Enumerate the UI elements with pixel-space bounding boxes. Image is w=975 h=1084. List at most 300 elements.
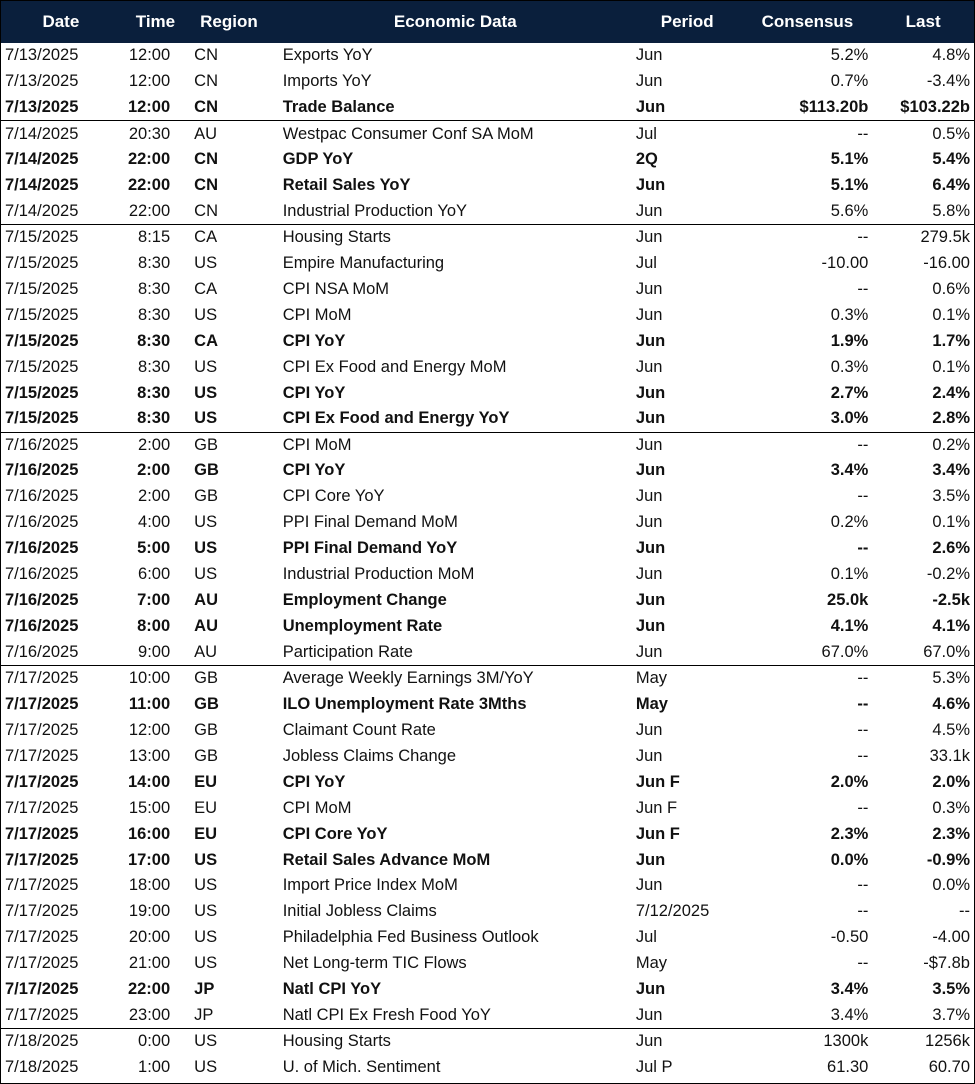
cell-time: 12:00: [128, 46, 171, 65]
cell-date: 7/15/2025: [5, 253, 79, 272]
cell-last: 3.4%: [932, 461, 970, 480]
cell-economic-data: CPI YoY: [282, 383, 346, 402]
table-row: [1, 251, 974, 277]
cell-period: Jul: [635, 253, 657, 272]
cell-region: GB: [194, 487, 218, 506]
cell-time: 13:00: [128, 746, 171, 765]
cell-economic-data: CPI MoM: [282, 305, 352, 324]
cell-time: 8:30: [138, 357, 171, 376]
cell-region: CN: [194, 176, 218, 195]
cell-last: 0.2%: [872, 432, 974, 458]
cell-last: 3.5%: [932, 487, 970, 506]
cell-period: Jun: [635, 565, 663, 584]
cell-economic-data: Housing Starts: [279, 225, 632, 251]
cell-economic-data: Average Weekly Earnings 3M/YoY: [279, 666, 632, 692]
header-region: Region: [200, 12, 258, 31]
cell-region: GB: [190, 666, 279, 692]
cell-last: 1256k: [872, 1029, 974, 1055]
cell-date: 7/13/2025: [5, 46, 79, 65]
cell-region: US: [194, 954, 218, 973]
cell-region: US: [194, 539, 218, 558]
cell-period: Jun: [635, 1005, 663, 1024]
cell-consensus: 5.1%: [830, 150, 869, 169]
economic-calendar-table: [1, 1, 974, 1081]
cell-economic-data: Philadelphia Fed Business Outlook: [282, 928, 539, 947]
cell-region: GB: [194, 461, 219, 480]
cell-last: 4.1%: [932, 617, 970, 636]
table-row: [1, 354, 974, 380]
cell-last: 4.6%: [932, 694, 970, 713]
cell-economic-data: U. of Mich. Sentiment: [282, 1058, 441, 1077]
cell-last: 279.5k: [872, 225, 974, 251]
table-row: [1, 380, 974, 406]
cell-time: 18:00: [128, 876, 171, 895]
cell-consensus: 5.6%: [830, 201, 869, 220]
cell-time: 16:00: [127, 824, 171, 843]
cell-region: CN: [194, 46, 218, 65]
cell-last: --: [959, 902, 970, 921]
cell-date: 7/17/2025: [5, 1005, 79, 1024]
table-row: [1, 588, 974, 614]
cell-date: 7/17/2025: [5, 980, 79, 999]
cell-region: US: [194, 383, 218, 402]
cell-consensus: --: [857, 746, 869, 765]
cell-date: 7/15/2025: [1, 225, 121, 251]
cell-region: CA: [190, 225, 279, 251]
cell-last: 2.0%: [932, 772, 970, 791]
cell-date: 7/16/2025: [5, 642, 79, 661]
cell-date: 7/14/2025: [5, 176, 79, 195]
table-row: [1, 795, 974, 821]
table-row: [1, 1003, 974, 1029]
cell-region: CN: [194, 150, 218, 169]
cell-consensus: 2.7%: [830, 383, 869, 402]
cell-time: 8:15: [121, 225, 190, 251]
cell-consensus: 1.9%: [830, 331, 869, 350]
cell-period: Jun: [635, 176, 666, 195]
cell-last: 2.8%: [932, 409, 970, 428]
cell-region: GB: [190, 432, 279, 458]
cell-consensus: 2.3%: [830, 824, 869, 843]
cell-consensus: --: [857, 876, 869, 895]
cell-period: Jun: [635, 642, 663, 661]
cell-period: Jun: [635, 279, 663, 298]
cell-date: 7/18/2025: [1, 1029, 121, 1055]
cell-date: 7/16/2025: [1, 432, 121, 458]
table-row: [1, 147, 974, 173]
cell-time: 7:00: [137, 591, 171, 610]
cell-consensus: 61.30: [827, 1058, 869, 1077]
cell-time: 22:00: [128, 201, 171, 220]
cell-consensus: 3.0%: [830, 409, 869, 428]
cell-period: Jun: [632, 432, 743, 458]
table-row: [1, 614, 974, 640]
table-row: [1, 847, 974, 873]
cell-date: 7/17/2025: [5, 824, 79, 843]
table-row: [1, 121, 974, 147]
cell-period: May: [635, 694, 668, 713]
cell-economic-data: Jobless Claims Change: [282, 746, 457, 765]
cell-date: 7/17/2025: [5, 746, 79, 765]
cell-date: 7/15/2025: [5, 409, 79, 428]
cell-last: 0.1%: [932, 513, 970, 532]
cell-last: 4.5%: [932, 720, 970, 739]
cell-time: 9:00: [138, 642, 171, 661]
cell-period: Jun: [635, 305, 663, 324]
table-row: [1, 225, 974, 251]
cell-time: 22:00: [127, 980, 171, 999]
cell-last: 0.6%: [932, 279, 970, 298]
table-row: [1, 717, 974, 743]
cell-economic-data: Claimant Count Rate: [282, 720, 436, 739]
cell-time: 2:00: [121, 432, 190, 458]
cell-time: 8:30: [137, 331, 171, 350]
cell-period: 2Q: [635, 150, 658, 169]
cell-consensus: 3.4%: [830, 980, 869, 999]
cell-last: 5.3%: [872, 666, 974, 692]
cell-period: Jun F: [635, 824, 680, 843]
table-row: [1, 743, 974, 769]
cell-region: CA: [194, 279, 218, 298]
cell-period: May: [635, 954, 668, 973]
cell-consensus: --: [743, 666, 873, 692]
cell-date: 7/15/2025: [5, 357, 79, 376]
table-row: [1, 406, 974, 432]
cell-consensus: --: [857, 902, 869, 921]
cell-consensus: 5.2%: [830, 46, 869, 65]
cell-time: 8:30: [137, 383, 171, 402]
table-row: [1, 536, 974, 562]
cell-time: 19:00: [128, 902, 171, 921]
table-row: [1, 640, 974, 666]
cell-period: Jun: [635, 461, 666, 480]
cell-last: -$7.8b: [923, 954, 970, 973]
cell-region: US: [194, 928, 218, 947]
table-body: [1, 43, 974, 1081]
cell-date: 7/17/2025: [1, 666, 121, 692]
cell-consensus: --: [857, 954, 869, 973]
cell-last: 0.0%: [932, 876, 970, 895]
cell-economic-data: Industrial Production YoY: [282, 201, 468, 220]
cell-last: 5.4%: [932, 150, 970, 169]
cell-date: 7/17/2025: [5, 954, 79, 973]
cell-economic-data: Net Long-term TIC Flows: [282, 954, 467, 973]
cell-economic-data: Import Price Index MoM: [282, 876, 458, 895]
cell-economic-data: GDP YoY: [282, 150, 354, 169]
cell-consensus: --: [857, 694, 869, 713]
cell-date: 7/17/2025: [5, 798, 79, 817]
table-row: [1, 328, 974, 354]
cell-date: 7/14/2025: [5, 150, 79, 169]
cell-last: 33.1k: [929, 746, 970, 765]
cell-time: 23:00: [128, 1005, 171, 1024]
cell-economic-data: CPI Ex Food and Energy YoY: [282, 409, 510, 428]
cell-date: 7/15/2025: [5, 383, 79, 402]
cell-period: 7/12/2025: [635, 902, 710, 921]
cell-economic-data: Initial Jobless Claims: [282, 902, 437, 921]
cell-economic-data: CPI Ex Food and Energy MoM: [282, 357, 507, 376]
cell-date: 7/17/2025: [5, 694, 79, 713]
table-row: [1, 951, 974, 977]
cell-economic-data: Trade Balance: [282, 98, 395, 117]
cell-consensus: -10.00: [821, 253, 869, 272]
cell-consensus: 3.4%: [830, 461, 869, 480]
cell-consensus: 0.0%: [830, 850, 869, 869]
cell-period: Jun: [632, 1029, 743, 1055]
table-row: [1, 276, 974, 302]
cell-economic-data: Natl CPI YoY: [282, 980, 382, 999]
cell-region: AU: [190, 121, 279, 147]
cell-consensus: 5.1%: [830, 176, 869, 195]
cell-consensus: -0.50: [830, 928, 869, 947]
cell-date: 7/16/2025: [5, 591, 79, 610]
cell-last: 4.8%: [932, 46, 970, 65]
cell-period: Jun: [635, 850, 666, 869]
table-row: [1, 432, 974, 458]
cell-last: 1.7%: [932, 331, 970, 350]
table-row: [1, 95, 974, 121]
cell-region: JP: [194, 1005, 214, 1024]
cell-period: Jun: [635, 331, 666, 350]
cell-last: 6.4%: [932, 176, 970, 195]
cell-region: GB: [194, 720, 218, 739]
cell-region: CN: [194, 98, 218, 117]
cell-period: Jun: [635, 409, 666, 428]
cell-time: 12:00: [127, 98, 171, 117]
cell-period: May: [632, 666, 743, 692]
cell-date: 7/13/2025: [5, 98, 79, 117]
table-row: [1, 821, 974, 847]
cell-period: Jun: [635, 357, 663, 376]
cell-date: 7/15/2025: [5, 305, 79, 324]
cell-time: 5:00: [137, 539, 171, 558]
cell-period: Jun: [635, 487, 663, 506]
cell-date: 7/14/2025: [5, 201, 79, 220]
table-row: [1, 977, 974, 1003]
header-last: Last: [905, 12, 941, 31]
cell-date: 7/13/2025: [5, 72, 79, 91]
cell-region: US: [194, 565, 218, 584]
cell-consensus: 0.7%: [830, 72, 869, 91]
cell-consensus: $113.20b: [799, 98, 869, 117]
cell-last: 5.8%: [932, 201, 970, 220]
cell-last: 0.3%: [932, 798, 970, 817]
cell-region: JP: [194, 980, 215, 999]
cell-consensus: 1300k: [743, 1029, 873, 1055]
cell-time: 22:00: [127, 150, 171, 169]
cell-time: 6:00: [138, 565, 171, 584]
cell-period: Jun: [635, 617, 666, 636]
cell-period: Jun F: [635, 772, 680, 791]
cell-economic-data: PPI Final Demand MoM: [282, 513, 458, 532]
cell-region: AU: [194, 591, 218, 610]
cell-region: US: [194, 1058, 218, 1077]
table-row: [1, 899, 974, 925]
cell-economic-data: CPI Core YoY: [282, 487, 385, 506]
cell-time: 2:00: [138, 487, 171, 506]
cell-last: $103.22b: [900, 98, 970, 117]
cell-time: 1:00: [138, 1058, 171, 1077]
table-row: [1, 484, 974, 510]
cell-consensus: 67.0%: [821, 642, 869, 661]
cell-economic-data: CPI NSA MoM: [282, 279, 390, 298]
cell-consensus: 25.0k: [827, 591, 869, 610]
cell-time: 8:30: [138, 253, 171, 272]
cell-period: Jul: [632, 121, 743, 147]
cell-consensus: --: [857, 279, 869, 298]
table-row: [1, 873, 974, 899]
cell-time: 14:00: [127, 772, 171, 791]
table-row: [1, 769, 974, 795]
cell-date: 7/16/2025: [5, 487, 79, 506]
cell-economic-data: CPI YoY: [282, 461, 346, 480]
cell-time: 20:00: [128, 928, 171, 947]
header-economic-data: Economic Data: [393, 12, 517, 31]
table-row: [1, 199, 974, 225]
cell-period: Jun: [635, 513, 663, 532]
cell-region: US: [194, 357, 218, 376]
cell-economic-data: Exports YoY: [282, 46, 373, 65]
cell-date: 7/17/2025: [5, 928, 79, 947]
cell-region: CN: [194, 201, 218, 220]
cell-time: 2:00: [137, 461, 171, 480]
table-row: [1, 173, 974, 199]
cell-region: US: [194, 513, 218, 532]
header-date: Date: [42, 12, 80, 31]
cell-region: AU: [194, 642, 218, 661]
cell-period: Jul: [635, 928, 657, 947]
cell-region: GB: [194, 694, 219, 713]
cell-last: -4.00: [932, 928, 970, 947]
cell-time: 22:00: [127, 176, 171, 195]
cell-last: 0.5%: [872, 121, 974, 147]
cell-time: 0:00: [121, 1029, 190, 1055]
table-row: [1, 302, 974, 328]
cell-region: AU: [194, 617, 218, 636]
cell-date: 7/15/2025: [5, 279, 79, 298]
cell-economic-data: Employment Change: [282, 591, 447, 610]
cell-date: 7/17/2025: [5, 902, 79, 921]
cell-date: 7/17/2025: [5, 720, 79, 739]
cell-period: Jun: [635, 383, 666, 402]
cell-date: 7/15/2025: [5, 331, 79, 350]
table-row: [1, 666, 974, 692]
cell-time: 21:00: [128, 954, 171, 973]
cell-time: 15:00: [128, 798, 171, 817]
cell-last: 3.5%: [932, 980, 970, 999]
cell-region: EU: [194, 824, 218, 843]
cell-region: US: [190, 1029, 279, 1055]
table-row: [1, 510, 974, 536]
cell-date: 7/17/2025: [5, 876, 79, 895]
cell-time: 10:00: [121, 666, 190, 692]
table-row: [1, 1055, 974, 1081]
cell-time: 17:00: [127, 850, 171, 869]
cell-consensus: --: [857, 720, 869, 739]
cell-period: Jun: [632, 225, 743, 251]
cell-consensus: 0.2%: [830, 513, 869, 532]
cell-time: 4:00: [138, 513, 171, 532]
cell-time: 8:30: [137, 409, 171, 428]
cell-region: US: [194, 902, 218, 921]
cell-region: US: [194, 850, 218, 869]
cell-date: 7/16/2025: [5, 461, 79, 480]
cell-last: 0.1%: [932, 305, 970, 324]
cell-last: 0.1%: [932, 357, 970, 376]
cell-economic-data: Empire Manufacturing: [282, 253, 445, 272]
cell-date: 7/16/2025: [5, 565, 79, 584]
cell-consensus: --: [857, 798, 869, 817]
cell-region: GB: [194, 746, 218, 765]
cell-time: 11:00: [128, 694, 171, 713]
cell-economic-data: Retail Sales YoY: [282, 176, 411, 195]
cell-region: CA: [194, 331, 218, 350]
cell-economic-data: CPI Core YoY: [282, 824, 388, 843]
cell-consensus: 3.4%: [830, 1005, 869, 1024]
cell-region: EU: [194, 798, 218, 817]
cell-consensus: --: [743, 225, 873, 251]
cell-period: Jul P: [635, 1058, 673, 1077]
cell-consensus: --: [743, 121, 873, 147]
cell-economic-data: CPI YoY: [282, 772, 346, 791]
cell-last: -0.9%: [926, 850, 970, 869]
cell-last: -2.5k: [932, 591, 970, 610]
cell-economic-data: Participation Rate: [282, 642, 413, 661]
cell-date: 7/18/2025: [5, 1058, 79, 1077]
cell-consensus: 4.1%: [830, 617, 869, 636]
cell-time: 12:00: [128, 72, 171, 91]
cell-economic-data: CPI YoY: [282, 331, 346, 350]
cell-period: Jun: [635, 46, 663, 65]
cell-time: 8:30: [138, 279, 171, 298]
cell-date: 7/16/2025: [5, 539, 79, 558]
cell-period: Jun F: [635, 798, 678, 817]
cell-consensus: --: [857, 539, 869, 558]
cell-economic-data: CPI MoM: [279, 432, 632, 458]
cell-last: -0.2%: [926, 565, 970, 584]
cell-period: Jun: [635, 72, 663, 91]
cell-time: 12:00: [128, 720, 171, 739]
header-row: [1, 1, 974, 43]
cell-consensus: 0.1%: [830, 565, 869, 584]
cell-consensus: 0.3%: [830, 357, 869, 376]
cell-region: CN: [194, 72, 218, 91]
cell-last: -3.4%: [926, 72, 970, 91]
cell-time: 8:00: [137, 617, 171, 636]
table-row: [1, 69, 974, 95]
cell-last: 2.3%: [932, 824, 970, 843]
table-row: [1, 1029, 974, 1055]
cell-economic-data: Retail Sales Advance MoM: [282, 850, 491, 869]
cell-time: 20:30: [121, 121, 190, 147]
cell-region: US: [194, 305, 218, 324]
header-consensus: Consensus: [761, 12, 854, 31]
cell-region: US: [194, 409, 218, 428]
cell-economic-data: PPI Final Demand YoY: [282, 539, 458, 558]
cell-period: Jun: [635, 720, 663, 739]
table-row: [1, 562, 974, 588]
cell-period: Jun: [635, 591, 666, 610]
cell-economic-data: Industrial Production MoM: [282, 565, 475, 584]
header-time: Time: [135, 12, 176, 31]
cell-economic-data: ILO Unemployment Rate 3Mths: [282, 694, 527, 713]
table-row: [1, 925, 974, 951]
cell-period: Jun: [635, 539, 666, 558]
table-row: [1, 43, 974, 69]
table-row: [1, 458, 974, 484]
cell-period: Jun: [635, 746, 663, 765]
cell-period: Jun: [635, 98, 666, 117]
